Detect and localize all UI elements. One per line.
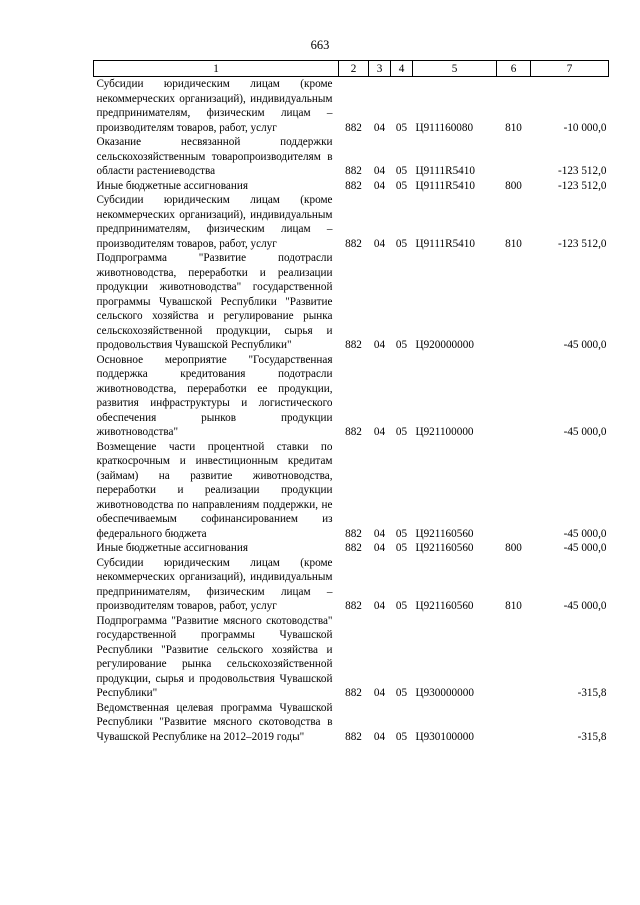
table-row — [94, 353, 609, 440]
row-expense-type — [497, 440, 531, 542]
row-expense-type — [497, 353, 531, 440]
row-subsection-code: 05 — [395, 687, 408, 699]
row-section-code: 04 — [373, 426, 386, 438]
row-section-code: 04 — [373, 600, 386, 612]
row-ministry-code: 882 — [345, 339, 362, 351]
row-target-article: Ц920000000 — [415, 339, 474, 351]
table-row — [94, 251, 609, 353]
row-subsection-code: 05 — [395, 237, 408, 250]
table-row — [94, 179, 609, 194]
page-number: 663 — [310, 38, 330, 52]
row-target-article: Ц911160080 — [415, 121, 474, 134]
row-section-code: 04 — [373, 179, 386, 192]
row-expense-type: 800 — [505, 542, 522, 554]
row-expense-type: 800 — [505, 179, 522, 192]
row-target-article: Ц921160560 — [415, 600, 474, 612]
row-subsection-code: 05 — [395, 730, 408, 743]
header-col-3: 3 — [369, 61, 391, 77]
row-section-code: 04 — [373, 339, 386, 351]
row-amount: -123 512,0 — [558, 179, 607, 192]
row-ministry-code: 882 — [345, 600, 362, 612]
row-amount: -10 000,0 — [563, 121, 607, 134]
budget-table — [93, 60, 609, 744]
row-amount: -45 000,0 — [563, 527, 607, 540]
row-amount: -123 512,0 — [558, 237, 607, 250]
row-target-article: Ц9111R5410 — [415, 165, 475, 177]
row-amount: -315,8 — [577, 687, 607, 699]
row-amount: -315,8 — [577, 730, 607, 743]
row-subsection-code: 05 — [395, 179, 408, 192]
row-expense-type — [497, 701, 531, 745]
table-row — [94, 614, 609, 701]
table-row — [94, 556, 609, 614]
row-subsection-code: 05 — [395, 527, 408, 540]
table-body — [94, 77, 609, 745]
row-target-article: Ц921100000 — [415, 426, 474, 438]
row-subsection-code: 05 — [395, 339, 408, 351]
row-name: Возмещение части процентной ставки по краткосрочным и инвестиционным кредитам (займам) на развитие животноводства, переработки и реализации продукции животноводства по направлениям поддержки, не обеспечиваемым софинансированием из федерального бюджета — [96, 440, 333, 540]
row-subsection-code: 05 — [395, 165, 408, 177]
row-ministry-code: 882 — [345, 165, 362, 177]
row-expense-type: 810 — [505, 237, 522, 250]
row-ministry-code: 882 — [345, 237, 362, 250]
row-expense-type — [497, 135, 531, 179]
row-target-article: Ц921160560 — [415, 527, 474, 540]
row-expense-type — [497, 614, 531, 701]
row-section-code: 04 — [373, 121, 386, 134]
row-ministry-code: 882 — [345, 121, 362, 134]
row-name: Субсидии юридическим лицам (кроме некоммерческих организаций), индивидуальным предпринимателям, физическим лицам – производителям товаров, работ, услуг — [96, 556, 333, 612]
header-row — [94, 61, 609, 77]
row-target-article: Ц921160560 — [415, 542, 474, 554]
row-ministry-code: 882 — [345, 527, 362, 540]
row-section-code: 04 — [373, 165, 386, 177]
row-subsection-code: 05 — [395, 426, 408, 438]
table-row — [94, 701, 609, 745]
row-subsection-code: 05 — [395, 542, 408, 554]
row-name: Подпрограмма "Развитие мясного скотоводства" государственной программы Чувашской Республики "Развитие сельского хозяйства и регулирование рынка сельскохозяйственной продукции, сырья и продовольствия Чувашской Республики" — [96, 614, 333, 699]
row-amount: -45 000,0 — [563, 426, 607, 438]
header-col-4: 4 — [391, 61, 413, 77]
header-col-5: 5 — [413, 61, 497, 77]
row-subsection-code: 05 — [395, 121, 408, 134]
row-section-code: 04 — [373, 237, 386, 250]
row-amount: -45 000,0 — [563, 600, 607, 612]
row-section-code: 04 — [373, 527, 386, 540]
table-row — [94, 135, 609, 179]
row-section-code: 04 — [373, 687, 386, 699]
row-name: Оказание несвязанной поддержки сельскохозяйственным товаропроизводителям в области растениеводства — [96, 136, 333, 177]
row-target-article: Ц9111R5410 — [415, 179, 475, 192]
header-col-2: 2 — [339, 61, 369, 77]
row-name: Субсидии юридическим лицам (кроме некоммерческих организаций), индивидуальным предпринимателям, физическим лицам – производителям товаров, работ, услуг — [96, 78, 333, 134]
table-row — [94, 193, 609, 251]
row-name: Субсидии юридическим лицам (кроме некоммерческих организаций), индивидуальным предпринимателям, физическим лицам – производителям товаров, работ, услуг — [96, 194, 333, 250]
header-col-6: 6 — [497, 61, 531, 77]
row-target-article: Ц930100000 — [415, 730, 474, 743]
row-amount: -123 512,0 — [558, 165, 607, 177]
row-section-code: 04 — [373, 542, 386, 554]
row-expense-type: 810 — [505, 600, 522, 612]
row-amount: -45 000,0 — [563, 542, 607, 554]
row-ministry-code: 882 — [345, 687, 362, 699]
row-ministry-code: 882 — [345, 179, 362, 192]
row-section-code: 04 — [373, 730, 386, 743]
table-row — [94, 541, 609, 556]
row-target-article: Ц9111R5410 — [415, 237, 475, 250]
row-ministry-code: 882 — [345, 426, 362, 438]
row-expense-type — [497, 251, 531, 353]
row-expense-type: 810 — [505, 121, 522, 134]
table-row — [94, 440, 609, 542]
row-name: Иные бюджетные ассигнования — [96, 179, 248, 192]
row-name: Ведомственная целевая программа Чувашской Республики "Развитие мясного скотоводства в Чувашской Республике на 2012–2019 годы" — [96, 701, 333, 743]
table-row — [94, 77, 609, 136]
row-amount: -45 000,0 — [563, 339, 607, 351]
header-col-7: 7 — [531, 61, 609, 77]
table-header — [94, 61, 609, 77]
row-name: Основное мероприятие "Государственная поддержка кредитования подотрасли животноводства, переработки ее продукции, развития инфраструктуры и логистического обеспечения рынков продукции животноводства" — [96, 353, 333, 438]
row-name: Иные бюджетные ассигнования — [96, 542, 248, 554]
row-subsection-code: 05 — [395, 600, 408, 612]
row-target-article: Ц930000000 — [415, 687, 474, 699]
header-col-1: 1 — [94, 61, 339, 77]
row-ministry-code: 882 — [345, 730, 362, 743]
row-name: Подпрограмма "Развитие подотрасли животноводства, переработки и реализации продукции животноводства" государственной программы Чувашской Республики "Развитие сельского хозяйства и регулирование рынка сельскохозяйственной продукции, сырья и продовольствия Чувашской Республики" — [96, 252, 333, 351]
row-ministry-code: 882 — [345, 542, 362, 554]
